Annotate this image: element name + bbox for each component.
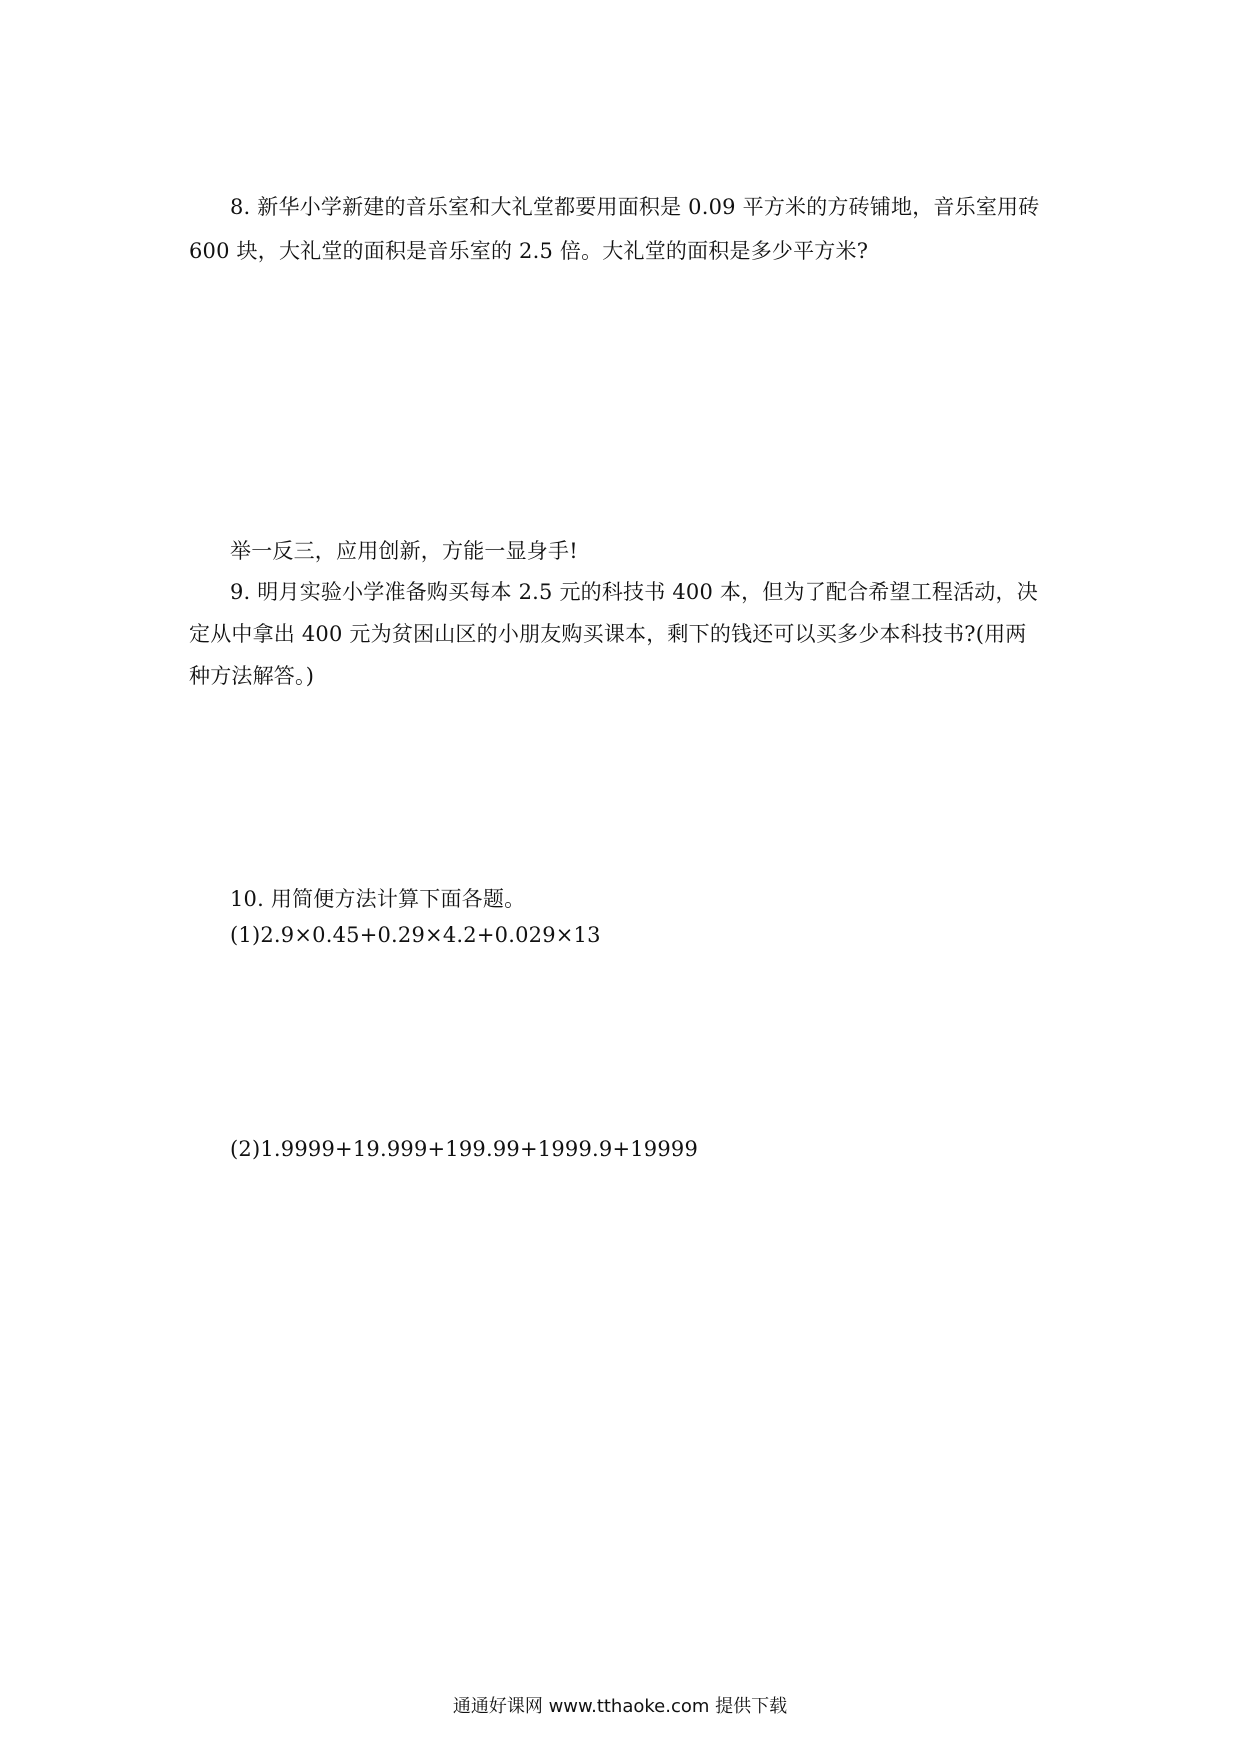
section-heading: 举一反三，应用创新，方能一显身手! bbox=[230, 539, 578, 563]
footer-credit: 通通好课网 www.tthaoke.com 提供下载 bbox=[452, 1696, 788, 1717]
question-10-part-2: (2)1.9999+19.999+199.99+1999.9+19999 bbox=[230, 1137, 699, 1161]
question-9-line-2: 定从中拿出 400 元为贫困山区的小朋友购买课本，剩下的钱还可以买多少本科技书?(用两 bbox=[189, 622, 1027, 646]
question-10-part-1: (1)2.9×0.45+0.29×4.2+0.029×13 bbox=[230, 923, 601, 947]
question-8-line-2: 600 块，大礼堂的面积是音乐室的 2.5 倍。大礼堂的面积是多少平方米? bbox=[189, 239, 869, 263]
question-9-line-1: 9. 明月实验小学准备购买每本 2.5 元的科技书 400 本，但为了配合希望工程活动，决 bbox=[230, 580, 1038, 604]
question-9-line-3: 种方法解答。) bbox=[189, 664, 315, 688]
question-8-line-1: 8. 新华小学新建的音乐室和大礼堂都要用面积是 0.09 平方米的方砖铺地，音乐室用砖 bbox=[230, 195, 1040, 219]
question-10-title: 10. 用简便方法计算下面各题。 bbox=[230, 887, 526, 911]
